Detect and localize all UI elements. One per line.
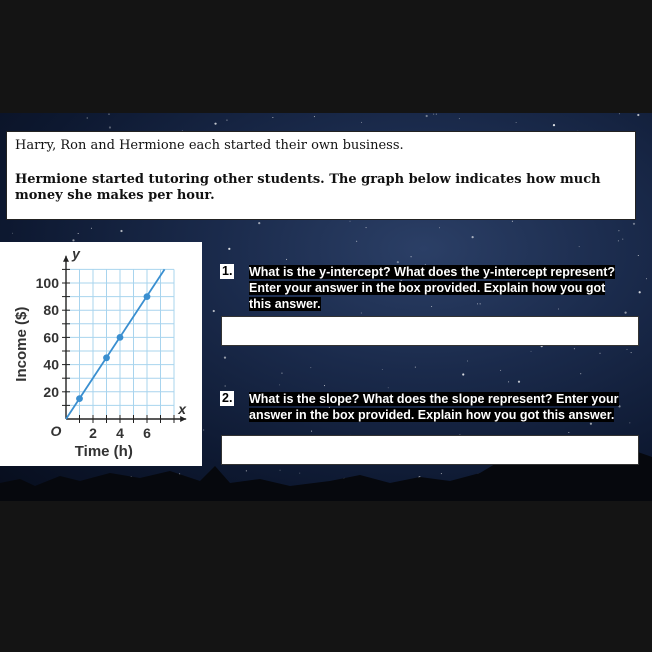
star [120, 230, 122, 232]
star [426, 115, 428, 117]
question-1-line: this answer. [249, 297, 321, 311]
star [467, 361, 468, 362]
star [439, 227, 440, 228]
data-point [144, 293, 151, 300]
star [258, 222, 260, 224]
star [224, 357, 226, 359]
star [516, 122, 517, 123]
star [226, 120, 227, 121]
y-tick-label: 80 [43, 302, 59, 319]
star [411, 256, 412, 257]
star [638, 255, 639, 256]
star [459, 118, 460, 119]
star [350, 221, 351, 222]
star [324, 385, 325, 386]
star [397, 261, 399, 263]
star [87, 117, 88, 118]
income-graph-panel [0, 242, 202, 466]
y-tick-label: 20 [43, 383, 59, 400]
star [627, 349, 628, 350]
y-axis-arrow [63, 256, 69, 262]
origin-label: O [50, 423, 62, 439]
question-2-number: 2. [222, 391, 233, 405]
intro-sentence: Harry, Ron and Hermione each started their own business. [15, 138, 404, 153]
question-2-text [249, 391, 649, 423]
star [213, 310, 215, 312]
star [281, 373, 282, 374]
question-1-number: 1. [222, 264, 233, 278]
y-tick-label: 100 [35, 275, 59, 291]
star [314, 116, 315, 117]
x-tick-label: 4 [116, 425, 124, 441]
star [286, 259, 287, 260]
star [622, 239, 623, 240]
star [618, 230, 619, 231]
slide-background [0, 113, 652, 501]
income-line-chart [0, 242, 202, 466]
x-tick-label: 6 [143, 425, 151, 441]
question-2-line: answer in the box provided. Explain how you got this answer. [249, 408, 615, 422]
star [579, 246, 580, 247]
star [214, 123, 216, 125]
star [462, 373, 464, 375]
star [574, 348, 575, 349]
star [512, 221, 513, 222]
x-axis-label: Time (h) [74, 443, 133, 460]
question-2-line: What is the slope? What does the slope represent? Enter your [249, 392, 619, 406]
star [108, 114, 109, 115]
star [619, 113, 620, 114]
star [225, 386, 226, 387]
star [228, 248, 230, 250]
star [531, 351, 532, 352]
star [580, 373, 581, 374]
answer-box-1[interactable] [221, 316, 639, 346]
question-1-line: Enter your answer in the box provided. Explain how you got [249, 281, 606, 295]
star [618, 240, 619, 241]
intro-text-box [6, 131, 636, 220]
star [388, 387, 389, 388]
data-point [117, 334, 124, 341]
star [12, 233, 13, 234]
star [91, 228, 92, 229]
star [366, 227, 367, 228]
star [310, 367, 311, 368]
star [518, 381, 520, 383]
y-axis-letter: y [72, 245, 80, 262]
hermione-description: Hermione started tutoring other students. The graph below indicates how much money she makes per hour. [15, 172, 601, 203]
star [382, 369, 383, 370]
star [415, 367, 416, 368]
data-point [76, 395, 83, 402]
star [109, 126, 111, 128]
star [631, 352, 632, 353]
star [272, 117, 273, 118]
question-1-line: What is the y-intercept? What does the y-intercept represent? [249, 265, 616, 279]
star [356, 241, 357, 242]
star [78, 233, 79, 234]
y-tick-label: 60 [43, 329, 59, 346]
star [436, 114, 437, 115]
star [633, 223, 635, 225]
star [600, 353, 601, 354]
answer-box-2[interactable] [221, 435, 639, 465]
y-axis-label: Income ($) [13, 306, 30, 382]
star [279, 384, 280, 385]
star [553, 124, 555, 126]
star [361, 122, 362, 123]
star [472, 236, 474, 238]
star [433, 114, 434, 115]
star [500, 370, 501, 371]
x-axis-letter: x [178, 401, 186, 417]
star [637, 114, 639, 116]
star [508, 381, 509, 382]
data-point [103, 354, 110, 361]
y-tick-label: 40 [43, 356, 59, 373]
question-1-text [249, 264, 649, 312]
x-tick-label: 2 [89, 425, 97, 441]
star [361, 313, 362, 314]
